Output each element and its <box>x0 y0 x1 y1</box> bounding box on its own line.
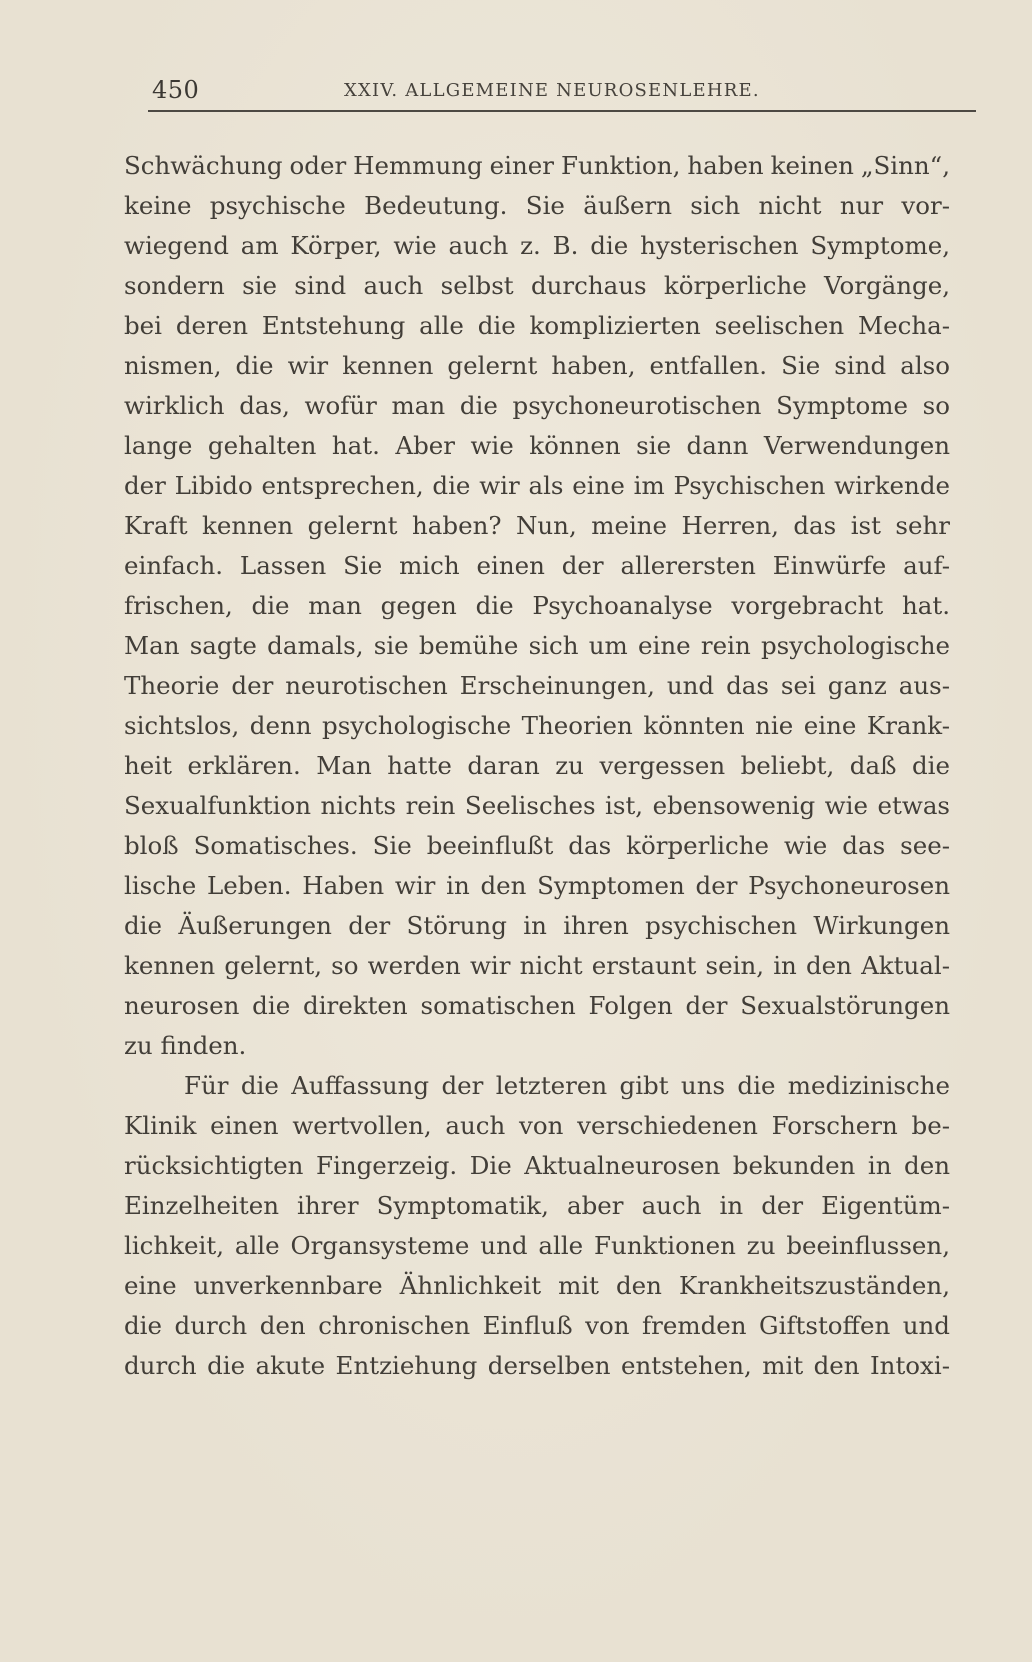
text-line: kennen gelernt, so werden wir nicht erstaunt sein, in den Aktual- <box>124 951 950 980</box>
body-text <box>124 146 950 1386</box>
text-line: keine psychische Bedeutung. Sie äußern sich nicht nur vor- <box>124 191 950 220</box>
text-line: sondern sie sind auch selbst durchaus körperliche Vorgänge, <box>124 271 950 300</box>
text-line: neurosen die direkten somatischen Folgen der Sexualstörungen <box>124 991 950 1020</box>
text-line: die durch den chronischen Einfluß von fremden Giftstoffen und <box>124 1311 950 1340</box>
text-line: die Äußerungen der Störung in ihren psychischen Wirkungen <box>124 911 950 940</box>
text-line: der Libido entsprechen, die wir als eine im Psychischen wirkende <box>124 471 950 500</box>
text-line: Für die Auffassung der letzteren gibt uns die medizinische <box>184 1071 950 1100</box>
text-line: bloß Somatisches. Sie beeinflußt das körperliche wie das see- <box>124 831 950 860</box>
running-head: XXIV. ALLGEMEINE NEUROSENLEHRE. <box>344 80 760 101</box>
text-line: Einzelheiten ihrer Symptomatik, aber auch in der Eigentüm- <box>124 1191 950 1220</box>
paragraph-2 <box>124 1066 950 1386</box>
text-line: lichkeit, alle Organsysteme und alle Funktionen zu beeinflussen, <box>124 1231 950 1260</box>
text-line: rücksichtigten Fingerzeig. Die Aktualneurosen bekunden in den <box>124 1151 950 1180</box>
text-line: Theorie der neurotischen Erscheinungen, und das sei ganz aus- <box>124 671 950 700</box>
text-line: nismen, die wir kennen gelernt haben, entfallen. Sie sind also <box>124 351 950 380</box>
text-line: Kraft kennen gelernt haben? Nun, meine Herren, das ist sehr <box>124 511 950 540</box>
text-line: zu finden. <box>124 1031 247 1060</box>
text-line: frischen, die man gegen die Psychoanalyse vorgebracht hat. <box>124 591 950 620</box>
text-line: heit erklären. Man hatte daran zu vergessen beliebt, daß die <box>124 751 950 780</box>
text-line: eine unverkennbare Ähnlichkeit mit den Krankheitszuständen, <box>124 1271 950 1300</box>
header-rule <box>148 110 976 112</box>
text-line: wiegend am Körper, wie auch z. B. die hysterischen Symptome, <box>124 231 950 260</box>
page-number: 450 <box>152 76 200 104</box>
text-line: Schwächung oder Hemmung einer Funktion, haben keinen „Sinn“, <box>124 151 950 180</box>
text-line: Man sagte damals, sie bemühe sich um eine rein psychologische <box>124 631 950 660</box>
paragraph-1 <box>124 146 950 1066</box>
text-line: durch die akute Entziehung derselben entstehen, mit den Intoxi- <box>124 1351 950 1380</box>
text-line: Klinik einen wertvollen, auch von verschiedenen Forschern be- <box>124 1111 950 1140</box>
text-line: sichtslos, denn psychologische Theorien könnten nie eine Krank- <box>124 711 950 740</box>
text-line: lische Leben. Haben wir in den Symptomen der Psychoneurosen <box>124 871 950 900</box>
text-line: Sexualfunktion nichts rein Seelisches ist, ebensowenig wie etwas <box>124 791 950 820</box>
text-line: bei deren Entstehung alle die komplizierten seelischen Mecha- <box>124 311 950 340</box>
text-line: einfach. Lassen Sie mich einen der allerersten Einwürfe auf- <box>124 551 950 580</box>
text-line: lange gehalten hat. Aber wie können sie dann Verwendungen <box>124 431 950 460</box>
text-line: wirklich das, wofür man die psychoneurotischen Symptome so <box>124 391 950 420</box>
page-header <box>152 72 972 112</box>
